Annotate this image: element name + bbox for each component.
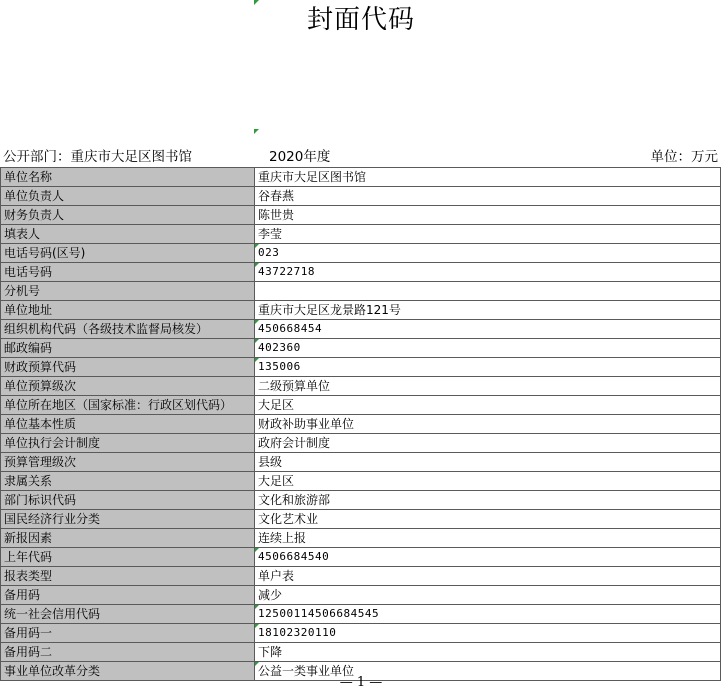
field-value-cell[interactable] <box>255 586 721 605</box>
field-label: 填表人 <box>1 225 255 244</box>
table-row <box>1 434 721 453</box>
cover-code-table <box>0 167 721 681</box>
fiscal-year-label: 2020年度 <box>269 149 331 165</box>
field-value: 文化艺术业 <box>258 512 319 526</box>
field-label: 分机号 <box>1 282 255 301</box>
field-value-cell[interactable] <box>255 510 721 529</box>
field-label: 报表类型 <box>1 567 255 586</box>
field-value-cell[interactable] <box>255 168 721 187</box>
field-value-cell[interactable] <box>255 624 721 643</box>
field-label: 单位负责人 <box>1 187 255 206</box>
table-row <box>1 491 721 510</box>
field-label: 备用码二 <box>1 643 255 662</box>
field-value: 政府会计制度 <box>258 436 331 450</box>
field-value-cell[interactable] <box>255 396 721 415</box>
cell-comment-marker <box>254 0 259 5</box>
table-row <box>1 168 721 187</box>
field-label: 备用码 <box>1 586 255 605</box>
page-title: 封面代码 <box>306 5 415 35</box>
field-value: 重庆市大足区龙景路121号 <box>258 303 401 317</box>
field-label: 统一社会信用代码 <box>1 605 255 624</box>
field-value: 二级预算单位 <box>258 379 331 393</box>
cell-comment-marker <box>254 129 259 134</box>
field-value: 43722718 <box>258 265 315 278</box>
table-row <box>1 339 721 358</box>
page-number: — 1 — <box>339 675 383 690</box>
currency-unit-label: 单位：万元 <box>650 149 718 165</box>
field-label: 国民经济行业分类 <box>1 510 255 529</box>
field-value-cell[interactable] <box>255 187 721 206</box>
field-value: 李莹 <box>258 227 283 241</box>
field-value-cell[interactable] <box>255 263 721 282</box>
table-row <box>1 605 721 624</box>
cell-comment-marker <box>255 320 259 324</box>
field-value-cell[interactable] <box>255 377 721 396</box>
cell-comment-marker <box>255 263 259 267</box>
field-value: 4506684540 <box>258 550 330 563</box>
cover-table-body <box>1 168 721 681</box>
table-row <box>1 377 721 396</box>
field-label: 电话号码 <box>1 263 255 282</box>
table-row <box>1 548 721 567</box>
field-value: 023 <box>258 246 280 259</box>
table-row <box>1 187 721 206</box>
field-value-cell[interactable] <box>255 453 721 472</box>
field-value-cell[interactable] <box>255 225 721 244</box>
table-row <box>1 263 721 282</box>
cell-comment-marker <box>255 548 259 552</box>
table-row <box>1 510 721 529</box>
field-value: 大足区 <box>258 398 295 412</box>
field-value-cell[interactable] <box>255 206 721 225</box>
table-row <box>1 358 721 377</box>
field-value-cell[interactable] <box>255 548 721 567</box>
table-row <box>1 396 721 415</box>
table-row <box>1 453 721 472</box>
field-label: 备用码一 <box>1 624 255 643</box>
field-label: 单位执行会计制度 <box>1 434 255 453</box>
field-value: 12500114506684545 <box>258 607 380 620</box>
cell-comment-marker <box>255 358 259 362</box>
field-value-cell[interactable] <box>255 434 721 453</box>
field-value-cell[interactable] <box>255 605 721 624</box>
field-value-cell[interactable] <box>255 567 721 586</box>
field-value-cell[interactable] <box>255 301 721 320</box>
field-value: 公益一类事业单位 <box>258 664 355 678</box>
field-label: 单位地址 <box>1 301 255 320</box>
field-value-cell[interactable] <box>255 320 721 339</box>
field-label: 组织机构代码（各级技术监督局核发） <box>1 320 255 339</box>
field-label: 上年代码 <box>1 548 255 567</box>
cell-comment-marker <box>255 339 259 343</box>
field-value: 402360 <box>258 341 301 354</box>
field-label: 部门标识代码 <box>1 491 255 510</box>
field-value: 连续上报 <box>258 531 307 545</box>
field-value: 陈世贵 <box>258 208 295 222</box>
field-label: 财务负责人 <box>1 206 255 225</box>
field-value-cell[interactable] <box>255 358 721 377</box>
department-label: 公开部门：重庆市大足区图书馆 <box>3 149 192 165</box>
field-label: 财政预算代码 <box>1 358 255 377</box>
table-row <box>1 301 721 320</box>
table-row <box>1 643 721 662</box>
field-value: 谷春燕 <box>258 189 295 203</box>
field-value: 大足区 <box>258 474 295 488</box>
table-row <box>1 244 721 263</box>
field-label: 隶属关系 <box>1 472 255 491</box>
field-value: 财政补助事业单位 <box>258 417 355 431</box>
field-value-cell[interactable] <box>255 339 721 358</box>
table-row <box>1 320 721 339</box>
field-value-cell[interactable] <box>255 472 721 491</box>
field-value: 县级 <box>258 455 283 469</box>
table-row <box>1 567 721 586</box>
field-value-cell[interactable] <box>255 491 721 510</box>
field-value-cell[interactable] <box>255 529 721 548</box>
field-value: 135006 <box>258 360 301 373</box>
field-value: 450668454 <box>258 322 323 335</box>
field-label: 邮政编码 <box>1 339 255 358</box>
field-label: 单位所在地区（国家标准：行政区划代码） <box>1 396 255 415</box>
field-value: 重庆市大足区图书馆 <box>258 170 367 184</box>
field-value-cell[interactable] <box>255 415 721 434</box>
field-label: 电话号码(区号) <box>1 244 255 263</box>
field-value-cell[interactable] <box>255 244 721 263</box>
field-value: 减少 <box>258 588 283 602</box>
field-label: 单位名称 <box>1 168 255 187</box>
table-row <box>1 206 721 225</box>
field-label: 事业单位改革分类 <box>1 662 255 681</box>
field-value: 文化和旅游部 <box>258 493 331 507</box>
table-row <box>1 415 721 434</box>
report-info-row <box>0 147 722 167</box>
table-row <box>1 472 721 491</box>
cell-comment-marker <box>255 244 259 248</box>
field-value: 下降 <box>258 645 283 659</box>
table-row <box>1 586 721 605</box>
table-row <box>1 529 721 548</box>
table-row <box>1 624 721 643</box>
field-label: 单位基本性质 <box>1 415 255 434</box>
cell-comment-marker <box>255 662 259 666</box>
table-row <box>1 282 721 301</box>
field-value-cell[interactable] <box>255 643 721 662</box>
field-label: 单位预算级次 <box>1 377 255 396</box>
cell-comment-marker <box>255 624 259 628</box>
cell-comment-marker <box>255 605 259 609</box>
field-value: 单户表 <box>258 569 295 583</box>
field-label: 新报因素 <box>1 529 255 548</box>
field-value-cell[interactable] <box>255 282 721 301</box>
field-label: 预算管理级次 <box>1 453 255 472</box>
table-row <box>1 225 721 244</box>
field-value: 18102320110 <box>258 626 337 639</box>
